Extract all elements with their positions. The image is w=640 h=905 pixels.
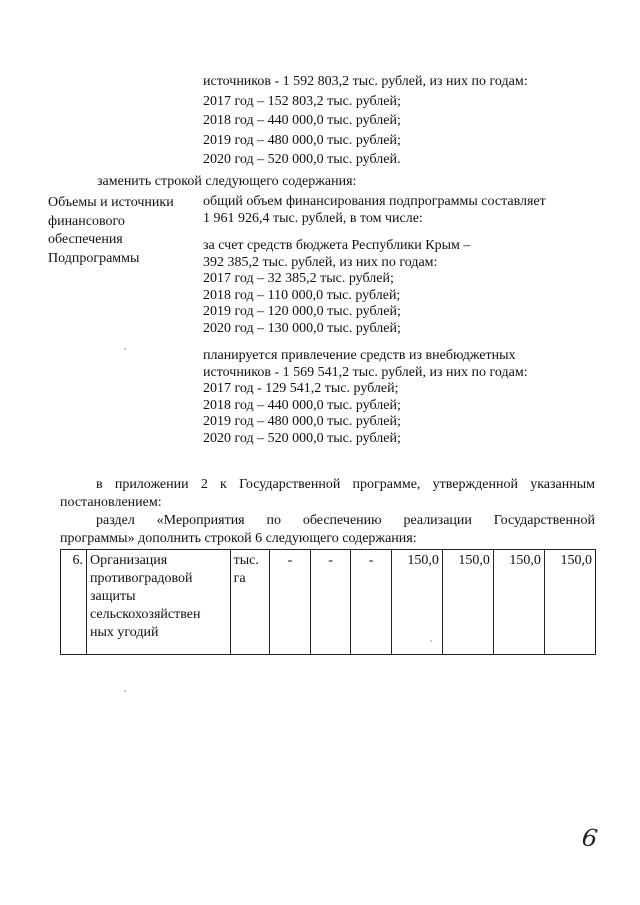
handwritten-page-number: 6 [580,823,600,853]
value-cell: 150,0 [493,550,544,655]
text-line: 392 385,2 тыс. рублей, из них по годам: [203,254,438,270]
value-cell: 150,0 [442,550,493,655]
new-funding-text [203,194,546,447]
empty-cell: - [270,550,311,655]
empty-cell: - [310,550,351,655]
text-line: 2019 год – 480 000,0 тыс. рублей; [203,414,401,429]
row-number: 6. [61,550,87,655]
table-row [61,550,596,655]
measure-name: Организация противоградовой защиты сельскохозяйствен ных угодий [87,550,231,655]
text-line: 1 961 926,4 тыс. рублей, в том числе: [203,210,423,226]
label-line: Объемы и источники [48,195,174,210]
empty-cell: - [351,550,392,655]
text-line: 2020 год – 520 000,0 тыс. рублей. [203,152,401,167]
scan-speck [124,348,126,350]
text-line: 2020 год – 520 000,0 тыс. рублей; [203,430,401,446]
text-line: 2018 год – 440 000,0 тыс. рублей; [203,113,401,128]
text-line: 2017 год – 32 385,2 тыс. рублей; [203,271,394,286]
text-line: 2018 год – 440 000,0 тыс. рублей; [203,397,401,413]
text-line: 2017 год – 152 803,2 тыс. рублей; [203,93,401,109]
scan-speck [124,690,126,692]
label-line: Подпрограммы [48,250,140,266]
measure-unit: тыс. га [230,550,270,655]
previous-funding-lines [203,72,528,170]
label-line: обеспечения [48,232,123,247]
text-line: источников - 1 569 541,2 тыс. рублей, из них по годам: [203,364,528,380]
section-paragraph [60,512,595,548]
paragraph-line: программы» дополнить строкой 6 следующего содержания: [60,531,417,546]
value-cell: 150,0 [391,550,442,655]
funding-row-label [48,194,174,268]
text-line: общий объем финансирования подпрограммы составляет [203,194,546,209]
text-line: планируется привлечение средств из внебюджетных [203,348,516,363]
paragraph-line: постановлением: [60,495,162,510]
value-cell: 150,0 [544,550,595,655]
text-line: 2018 год – 110 000,0 тыс. рублей; [203,287,401,303]
label-line: финансового [48,213,125,229]
text-line: источников - 1 592 803,2 тыс. рублей, из них по годам: [203,74,528,89]
text-line: 2019 год – 120 000,0 тыс. рублей; [203,304,401,319]
text-line: за счет средств бюджета Республики Крым – [203,238,471,253]
text-line: 2020 год – 130 000,0 тыс. рублей; [203,320,401,336]
scan-speck [430,640,432,642]
paragraph-line: в приложении 2 к Государственной программе, утвержденной указанным [96,477,595,492]
text-line: 2019 год – 480 000,0 тыс. рублей; [203,132,401,148]
text-line: 2017 год - 129 541,2 тыс. рублей; [203,381,399,396]
replace-instruction: заменить строкой следующего содержания: [97,174,357,189]
paragraph-line: раздел «Мероприятия по обеспечению реализации Государственной [96,513,595,528]
measures-table [60,549,596,655]
appendix-paragraph [60,476,595,512]
